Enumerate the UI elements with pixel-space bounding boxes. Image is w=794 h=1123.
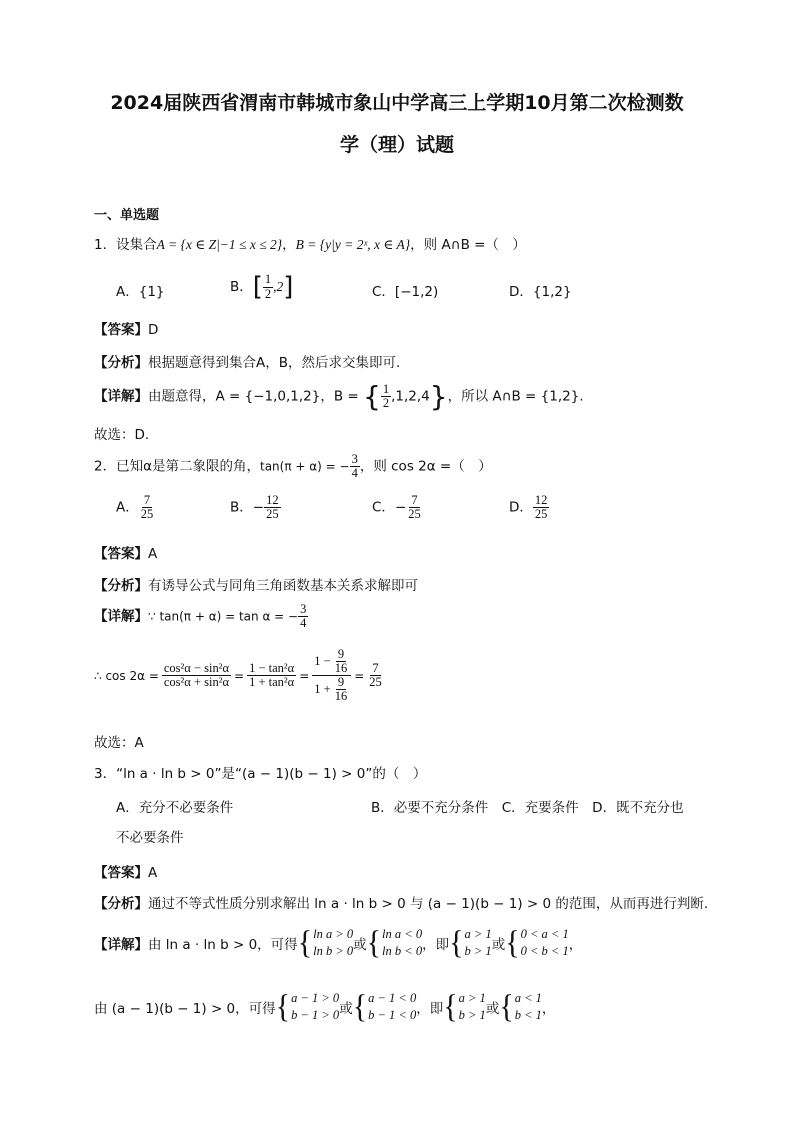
- q2-analysis-text: 有诱导公式与同角三角函数基本关系求解即可: [148, 578, 418, 594]
- q2-answer-value: A: [148, 546, 158, 562]
- q3-d2-system4: { a < 1 b < 1: [499, 988, 542, 1025]
- choose-tag: 故选：: [94, 427, 135, 443]
- q3-or: 或: [353, 936, 367, 953]
- q2-opt-a-label: A．: [116, 499, 139, 516]
- q1-option-a: A．{1}: [116, 284, 165, 300]
- q3-d2-s2-r2: b − 1 < 0: [368, 1007, 417, 1022]
- q2-f3-nn: 9: [337, 647, 345, 661]
- choose-tag: 故选：: [94, 735, 135, 751]
- q3-d2-s3-r2: b > 1: [458, 1007, 486, 1022]
- analysis-tag: 【分析】: [94, 896, 148, 912]
- q2-opt-d-den: 25: [534, 507, 548, 522]
- q1-prefix: 设集合: [116, 237, 157, 253]
- q1-detail-frac: [381, 383, 391, 410]
- q3-d2-system1: { a − 1 > 0 b − 1 > 0: [275, 988, 340, 1025]
- q2-f1-den: cos²α + sin²α: [163, 675, 230, 690]
- q2-cond-num: 3: [351, 452, 358, 466]
- q1-stem: [94, 233, 526, 253]
- q3-analysis: [94, 892, 708, 912]
- q3-d1-s3-r1: a > 1: [464, 927, 492, 941]
- q3-or: 或: [491, 936, 506, 953]
- q2-f3-dn: 9: [337, 675, 345, 690]
- q1-analysis: [94, 351, 400, 371]
- q2-detail-num: 3: [300, 602, 307, 616]
- q2-opt-a-num: 7: [143, 493, 151, 507]
- detail-tag: 【详解】: [94, 936, 148, 953]
- q2-eq2: =: [299, 668, 310, 683]
- q2-result-num: 7: [372, 661, 379, 676]
- q2-f2-num: 1 − tan²α: [249, 661, 295, 676]
- q2-step-frac1: [162, 662, 231, 689]
- q3-analysis-text: 通过不等式性质分别求解出 ln a · ln b > 0 与 (a − 1)(b − 1) > 0 的范围，从而再进行判断.: [148, 896, 709, 912]
- q1-option-b-label: B．: [230, 279, 253, 295]
- detail-tag: 【详解】: [94, 388, 148, 405]
- q3-d2-system2: { a − 1 < 0 b − 1 < 0: [352, 988, 417, 1025]
- q3-ji: ，即: [422, 936, 450, 953]
- q2-detail-den: 4: [300, 616, 307, 631]
- q3-d1-system4: { 0 < a < 1 0 < b < 1: [505, 924, 569, 961]
- q2-f3-num-frac: [333, 648, 350, 675]
- q3-answer: [94, 861, 157, 881]
- doc-title-line1: 2024届陕西省渭南市韩城市象山中学高三上学期10月第二次检测数: [110, 92, 684, 114]
- q3-d2-system3: { a > 1 b > 1: [443, 988, 486, 1025]
- q2-opt-b-sign: −: [252, 499, 265, 516]
- q3-d1-s2-r2: ln b < 0: [382, 943, 423, 958]
- q3-stem-text: “ln a · ln b > 0”是“(a − 1)(b − 1) > 0”的（ ）: [116, 766, 427, 782]
- q2-tail: ，则 cos 2α =（ ）: [359, 458, 492, 475]
- section-heading: 一、单选题: [94, 208, 160, 223]
- q2-opt-b-label: B．: [230, 499, 253, 516]
- q3-ji: ，即: [416, 1000, 444, 1017]
- q2-detail: [94, 603, 308, 630]
- q2-f3-nd: 16: [334, 661, 348, 676]
- q2-eq3: =: [354, 668, 365, 683]
- q2-analysis: [94, 574, 418, 594]
- detail-tag: 【详解】: [94, 608, 148, 625]
- q2-opt-b-den: 25: [266, 507, 279, 522]
- q2-result-den: 25: [369, 675, 382, 690]
- q1-optb-num: 1: [264, 272, 272, 287]
- q3-d2-s1-r2: b − 1 > 0: [291, 1007, 340, 1022]
- q2-detail-frac: [298, 603, 308, 630]
- q1-optb-den: 2: [264, 286, 272, 301]
- q2-opt-c-num: 7: [411, 493, 418, 507]
- q2-option-c: [372, 494, 423, 521]
- q2-result-frac: [367, 662, 384, 689]
- q1-analysis-text: 根据题意得到集合A，B，然后求交集即可.: [148, 355, 401, 371]
- q1-detail-b: ,1,2,4: [391, 388, 430, 405]
- q3-or: 或: [485, 1000, 500, 1017]
- q1-number: 1．: [94, 237, 117, 253]
- q3-comma: ，: [541, 1000, 556, 1017]
- analysis-tag: 【分析】: [94, 578, 148, 594]
- q2-opt-a-frac: [139, 494, 156, 521]
- q2-choose: [94, 731, 144, 751]
- q2-opt-c-sign: −: [394, 499, 407, 516]
- q2-f3-den-pre: 1 +: [314, 682, 331, 697]
- q1-option-b: B．[ $\frac{1}{2}$ ,2]: [230, 272, 294, 302]
- q3-d1-s2-r1: ln a < 0: [382, 927, 423, 941]
- q3-comma: ，: [568, 936, 583, 953]
- q1-detail-frac-num: 1: [382, 381, 390, 396]
- q3-detail-line2: [94, 990, 555, 1024]
- q3-detail-line1: [94, 926, 582, 960]
- q1-tail: ，则 A∩B =（ ）: [410, 237, 526, 253]
- answer-tag: 【答案】: [94, 546, 148, 562]
- q2-derivation: [94, 648, 384, 704]
- q1-detail-a: 由题意得，A = {−1,0,1,2}，B =: [148, 388, 364, 405]
- q2-eq1: =: [234, 668, 245, 683]
- q2-opt-c-label: C．: [372, 499, 395, 516]
- q2-condition: tan(π + α) = −: [260, 459, 350, 474]
- answer-tag: 【答案】: [94, 322, 148, 338]
- q3-d2-s4-r2: b < 1: [514, 1007, 542, 1022]
- q2-option-b: [230, 494, 281, 521]
- q2-opt-c-frac: [406, 494, 423, 521]
- answer-tag: 【答案】: [94, 865, 148, 881]
- q2-opt-a-den: 25: [140, 507, 154, 522]
- q3-d1-system3: { a > 1 b > 1: [449, 924, 492, 961]
- q2-option-a: [116, 494, 155, 521]
- doc-title-line2: 学（理）试题: [339, 134, 454, 156]
- q3-stem: [94, 762, 426, 782]
- q2-choose-value: A: [134, 735, 144, 751]
- q1-set-a: A = {x ∈ Z|−1 ≤ x ≤ 2}: [156, 237, 283, 252]
- q3-d2-s4-r1: a < 1: [514, 991, 542, 1005]
- q3-d1-s4-r2: 0 < b < 1: [520, 943, 569, 958]
- q1-detail-frac-den: 2: [382, 396, 390, 410]
- q1-option-b-frac: [263, 273, 273, 300]
- q3-d1-system2: { ln a < 0 ln b < 0: [366, 924, 423, 961]
- q3-d1-s3-r2: b > 1: [464, 943, 492, 958]
- q2-f3-dd: 16: [334, 689, 348, 704]
- q3-number: 3．: [94, 766, 117, 782]
- q2-option-d: [509, 494, 549, 521]
- q2-opt-d-num: 12: [534, 493, 548, 507]
- q2-cond-den: 4: [351, 466, 358, 481]
- q2-stem: [94, 453, 492, 480]
- q3-d1-s4-r1: 0 < a < 1: [520, 927, 569, 941]
- q2-number: 2．: [94, 458, 117, 475]
- q3-d1-pre: 由 ln a · ln b > 0，可得: [148, 936, 298, 953]
- q1-answer-value: D: [148, 322, 159, 338]
- q3-d1-s1-r2: ln b > 0: [313, 943, 354, 958]
- q2-step-frac3: [312, 648, 351, 704]
- q3-d2-s3-r1: a > 1: [458, 991, 486, 1005]
- q3-or: 或: [339, 1000, 353, 1017]
- q1-option-d: D．{1,2}: [509, 284, 572, 300]
- q3-option-wrap: 不必要条件: [116, 830, 184, 846]
- q2-opt-c-den: 25: [408, 507, 421, 522]
- q2-f3-num: [312, 648, 351, 676]
- q1-answer: [94, 318, 158, 338]
- q2-step-lhs: ∴ cos 2α =: [94, 668, 159, 683]
- q3-d1-s1-r1: ln a > 0: [313, 927, 354, 941]
- q2-f1-num: cos²α − sin²α: [163, 661, 230, 676]
- q2-opt-b-num: 12: [266, 493, 279, 507]
- q2-f3-num-pre: 1 −: [314, 654, 331, 669]
- q2-f2-den: 1 + tan²α: [249, 675, 295, 690]
- q1-set-b: B = {y|y = 2ˣ, x ∈ A}: [295, 237, 411, 252]
- q1-sep: ，: [282, 237, 296, 253]
- q2-opt-b-frac: [264, 494, 281, 521]
- q3-d2-pre: 由 (a − 1)(b − 1) > 0，可得: [94, 1000, 276, 1017]
- q2-detail-line: ∵ tan(π + α) = tan α = −: [148, 609, 299, 624]
- q2-answer: [94, 542, 157, 562]
- q3-d2-s2-r1: a − 1 < 0: [368, 991, 417, 1005]
- q1-detail: 【详解】由题意得，A = {−1,0,1,2}，B = { $\frac{1}{2}$ ,1,2,4}，所以 A∩B = {1,2}.: [94, 380, 584, 413]
- q3-option-bcd: B．必要不充分条件 C．充要条件 D．既不充分也: [371, 800, 684, 816]
- q3-option-a: A．充分不必要条件: [116, 800, 234, 816]
- q1-detail-c: ，所以 A∩B = {1,2}.: [447, 388, 584, 405]
- q2-prefix: 已知α是第二象限的角，: [116, 458, 260, 475]
- q3-answer-value: A: [148, 865, 158, 881]
- q3-d1-system1: { ln a > 0 ln b > 0: [297, 924, 354, 961]
- q1-choose-value: D.: [134, 427, 150, 443]
- q1-choose: [94, 423, 149, 443]
- analysis-tag: 【分析】: [94, 355, 148, 371]
- q3-d2-s1-r1: a − 1 > 0: [291, 991, 340, 1005]
- q2-step-frac2: [247, 662, 296, 689]
- q1-option-c: C．[−1,2): [372, 284, 439, 300]
- q1-optb-rest: ,2: [273, 279, 284, 294]
- q2-opt-d-label: D．: [509, 499, 533, 516]
- q2-f3-den-frac: [333, 676, 350, 703]
- q2-cond-frac: [350, 453, 360, 480]
- q2-opt-d-frac: [533, 494, 550, 521]
- q2-f3-den: [312, 676, 351, 703]
